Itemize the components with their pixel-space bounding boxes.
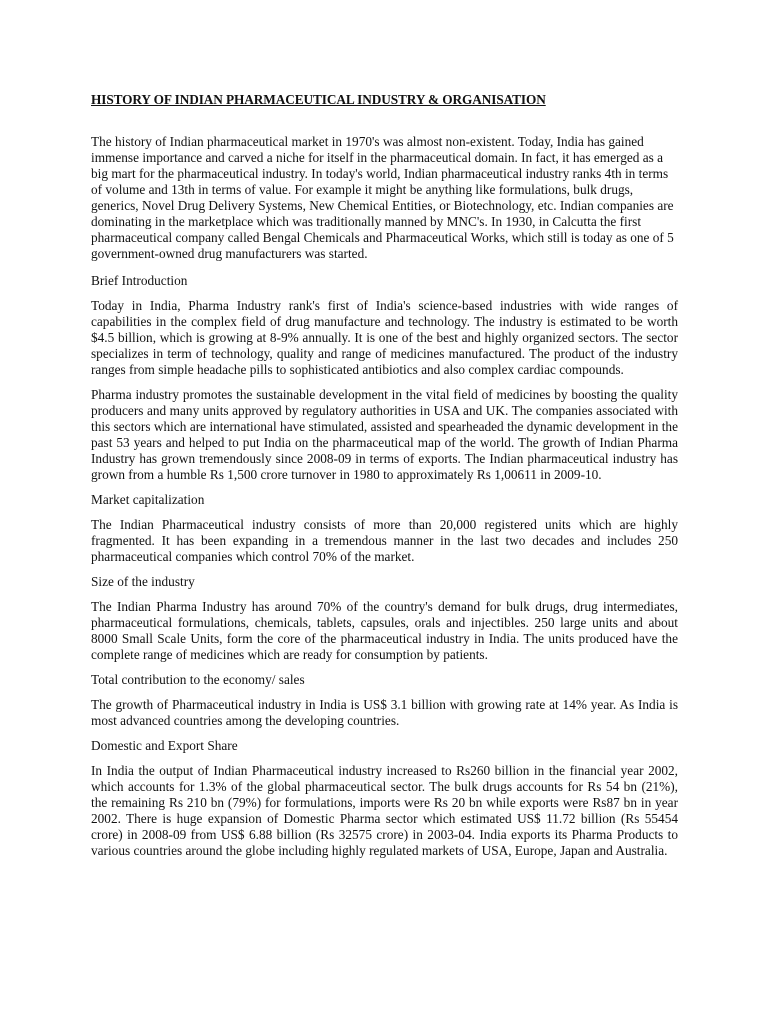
- section-heading: Total contribution to the economy/ sales: [91, 672, 305, 687]
- section-heading: Market capitalization: [91, 492, 205, 507]
- document-title: HISTORY OF INDIAN PHARMACEUTICAL INDUSTRY & ORGANISATION: [91, 92, 546, 107]
- intro-paragraph: The history of Indian pharmaceutical market in 1970's was almost non-existent. Today, India has gained immense importance and carved a niche for itself in the pharmaceutical domain. In fact, it has emerged as a big mart for the pharmaceutical industry. In today's world, Indian pharmaceutical industry ranks 4th in terms of volume and 13th in terms of value. For example it might be anything like formulations, bulk drugs, generics, Novel Drug Delivery Systems, New Chemical Entities, or Biotechnology, etc. Indian companies are dominating in the marketplace which was traditionally manned by MNC's. In 1930, in Calcutta the first pharmaceutical company called Bengal Chemicals and Pharmaceutical Works, which still is today as one of 5 government-owned drug manufacturers was started.: [91, 134, 674, 261]
- section-heading: Brief Introduction: [91, 273, 188, 288]
- section-paragraph: The Indian Pharmaceutical industry consists of more than 20,000 registered units which are highly fragmented. It has been expanding in a tremendous manner in the last two decades and includes 250 pharmaceutical companies which control 70% of the market.: [91, 517, 678, 564]
- section-paragraph: The Indian Pharma Industry has around 70% of the country's demand for bulk drugs, drug intermediates, pharmaceutical formulations, chemicals, tablets, capsules, orals and injectibles. 250 large units and about 8000 Small Scale Units, form the core of the pharmaceutical industry in India. The units produced have the complete range of medicines which are ready for consumption by patients.: [91, 599, 678, 662]
- section-heading: Domestic and Export Share: [91, 738, 238, 753]
- section-market-capitalization: [91, 492, 678, 565]
- section-heading: Size of the industry: [91, 574, 195, 589]
- section-paragraph: The growth of Pharmaceutical industry in India is US$ 3.1 billion with growing rate at 14% year. As India is most advanced countries among the developing countries.: [91, 697, 678, 728]
- section-domestic-export-share: [91, 738, 678, 859]
- section-size-of-industry: [91, 574, 678, 663]
- section-total-contribution: [91, 672, 678, 729]
- section-paragraph: In India the output of Indian Pharmaceutical industry increased to Rs260 billion in the financial year 2002, which accounts for 1.3% of the global pharmaceutical sector. The bulk drugs accounts for Rs 54 bn (21%), the remaining Rs 210 bn (79%) for formulations, imports were Rs 20 bn while exports were Rs87 bn in year 2002. There is huge expansion of Domestic Pharma sector which estimated US$ 11.72 billion (Rs 55454 crore) in 2008-09 from US$ 6.88 billion (Rs 32575 crore) in 2003-04. India exports its Pharma Products to various countries around the globe including highly regulated markets of USA, Europe, Japan and Australia.: [91, 763, 678, 858]
- section-paragraph: Today in India, Pharma Industry rank's first of India's science-based industries with wide ranges of capabilities in the complex field of drug manufacture and technology. The industry is estimated to be worth $4.5 billion, which is growing at 8-9% annually. It is one of the best and highly organized sectors. The sector specializes in term of technology, quality and range of medicines manufactured. The product of the industry ranges from simple headache pills to sophisticated antibiotics and also complex cardiac compounds.: [91, 298, 678, 377]
- section-brief-introduction: [91, 273, 678, 483]
- section-paragraph: Pharma industry promotes the sustainable development in the vital field of medicines by boosting the quality producers and many units approved by regulatory authorities in USA and UK. The companies associated with this sectors which are international have stimulated, assisted and spearheaded the dynamic development in the past 53 years and helped to put India on the pharmaceutical map of the world. The growth of Indian Pharma Industry has grown tremendously since 2008-09 in terms of exports. The Indian pharmaceutical industry has grown from a humble Rs 1,500 crore turnover in 1980 to approximately Rs 1,00611 in 2009-10.: [91, 387, 678, 482]
- document-page: [91, 92, 678, 868]
